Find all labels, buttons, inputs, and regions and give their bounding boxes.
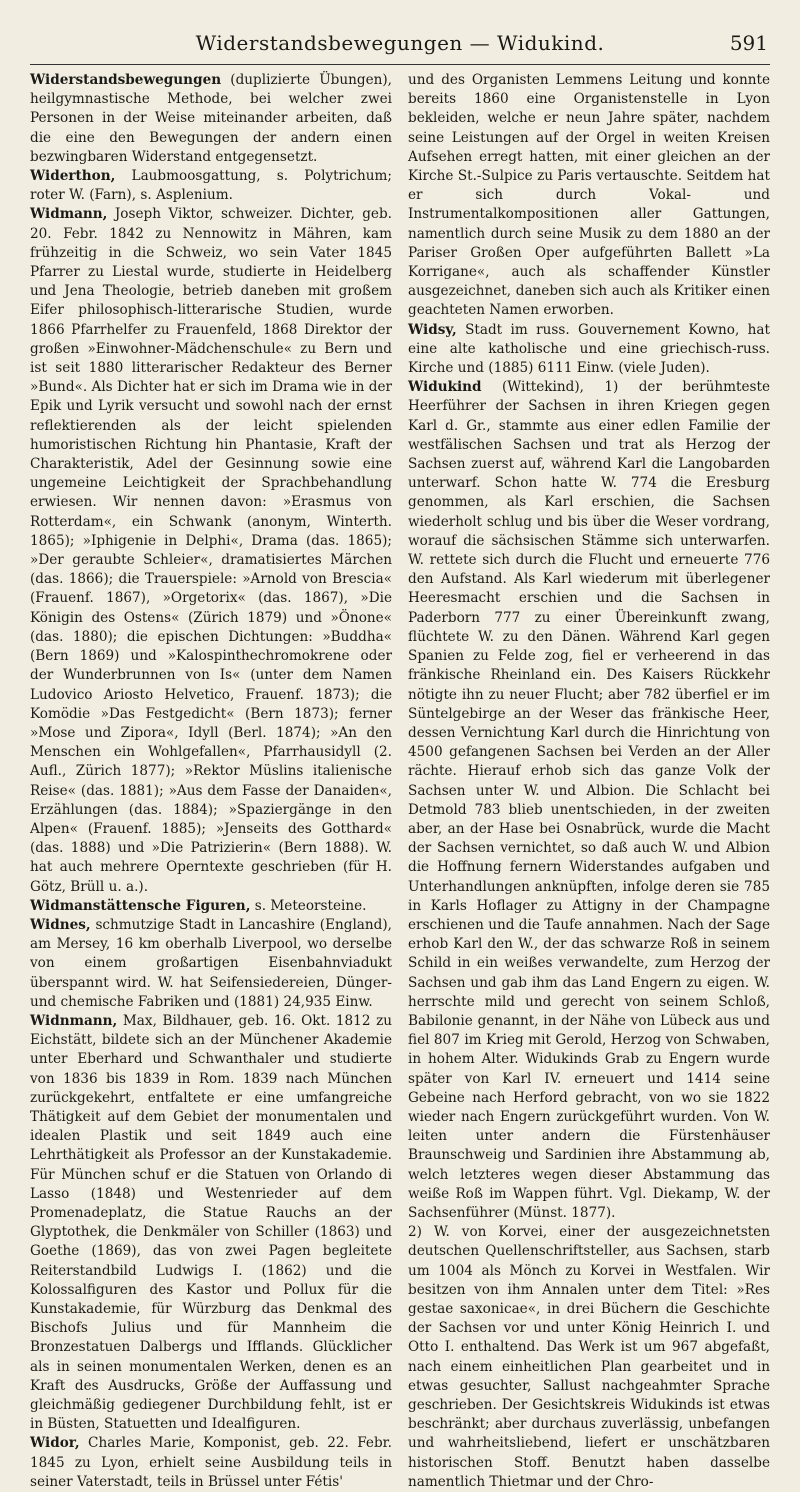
entry-body: und des Organisten Lemmens Leitung und konnte bereits 1860 eine Organistenstelle in Lyon bekleiden, welche er neun Jahre später, nachdem seine Leistungen auf der Orgel in weiten Kreisen Aufsehen erregt hatten, mit einer gleichen an der Kirche St.-Sulpice zu Paris vertauschte. Seitdem hat er sich durch Vokal- und Instrumentalkompositionen aller Gattungen, namentlich durch seine Musik zu dem 1880 an der Pariser Großen Oper aufgeführten Ballett »La Korrigane«, auch als schaffender Künstler ausgezeichnet, daneben sich auch als Kritiker einen geachteten Namen erworben. (408, 72, 770, 319)
dictionary-entry (30, 205, 392, 896)
text-columns (30, 71, 770, 1492)
entry-body: (duplizierte Übungen), heilgymnastische Methode, bei welcher zwei Personen in der Weise miteinander arbeiten, daß die eine den Bewegungen der andern einen bezwingbaren Widerstand entgegensetzt. (30, 72, 392, 165)
entry-body: Joseph Viktor, schweizer. Dichter, geb. 20. Febr. 1842 zu Nennowitz in Mähren, kam frühzeitig in die Schweiz, wo sein Vater 1845 Pfarrer zu Liestal wurde, studierte in Heidelberg und Jena Theologie, betrieb daneben mit großem Eifer philosophisch-litterarische Studien, wurde 1866 Pfarrhelfer zu Frauenfeld, 1868 Direktor der großen »Einwohner-Mädchenschule« zu Bern und ist seit 1880 litterarischer Redakteur des Berner »Bund«. Als Dichter hat er sich im Drama wie in der Epik und Lyrik versucht und sowohl nach der ernst reflektierenden als der leicht spielenden humoristischen Richtung hin Phantasie, Kraft der Charakteristik, Adel der Gesinnung sowie eine ungemeine Leichtigkeit der Sprachbehandlung erwiesen. Wir nennen davon: »Erasmus von Rotterdam«, ein Schwank (anonym, Winterth. 1865); »Iphigenie in Delphi«, Drama (das. 1865); »Der geraubte Schleier«, dramatisiertes Märchen (das. 1866); die Trauerspiele: »Arnold von Brescia« (Frauenf. 1867), »Orgetorix« (das. 1867), »Die Königin des Ostens« (Zürich 1879) und »Önone« (das. 1880); die epischen Dichtungen: »Buddha« (Bern 1869) und »Kalospinthechromokrene oder der Wunderbrunnen von Is« (unter dem Namen Ludovico Ariosto Helvetico, Frauenf. 1873); die Komödie »Das Festgedicht« (Bern 1873); ferner »Mose und Zipora«, Idyll (Berl. 1874); »An den Menschen ein Wohlgefallen«, Pfarrhausidyll (2. Aufl., Zürich 1877); »Rektor Müslins italienische Reise« (das. 1881); »Aus dem Fasse der Danaiden«, Erzählungen (das. 1884); »Spaziergänge in den Alpen« (Frauenf. 1885); »Jenseits des Gotthard« (das. 1888) und »Die Patrizierin« (Bern 1888). W. hat auch mehrere Operntexte geschrieben (für H. Götz, Brüll u. a.). (30, 206, 392, 895)
entry-body: Stadt im russ. Gouvernement Kowno, hat eine alte katholische und eine griechisch-russ. Kirche und (1885) 6111 Einw. (viele Juden). (408, 321, 770, 377)
dictionary-entry (30, 1012, 392, 1434)
entry-headword: Widmanstättensche Figuren, (30, 897, 251, 914)
dictionary-entry (30, 1434, 392, 1492)
entry-body: Max, Bildhauer, geb. 16. Okt. 1812 zu Eichstätt, bildete sich an der Münchener Akademie unter Eberhard und Schwanthaler und studierte von 1836 bis 1839 in Rom. 1839 nach München zurückgekehrt, entfaltete er eine umfangreiche Thätigkeit auf dem Gebiet der monumentalen und idealen Plastik und seit 1849 auch eine Lehrthätigkeit als Professor an der Kunstakademie. Für München schuf er die Statuen von Orlando di Lasso (1848) und Westenrieder auf dem Promenadeplatz, die Statue Rauchs an der Glyptothek, die Denkmäler von Schiller (1863) und Goethe (1869), das von zwei Pagen begleitete Reiterstandbild Ludwigs I. (1862) und die Kolossalfiguren des Kastor und Pollux für die Kunstakademie, für Würzburg das Denkmal des Bischofs Julius und für Mannheim die Bronzestatuen Dalbergs und Ifflands. Glücklicher als in seinen monumentalen Werken, denen es an Kraft des Ausdrucks, Größe der Auffassung und gleichmäßig gediegener Durchbildung fehlt, ist er in Büsten, Statuetten und Idealfiguren. (30, 1012, 392, 1433)
entry-headword: Widnmann, (30, 1012, 118, 1029)
dictionary-entry (408, 378, 770, 1223)
right-column (408, 71, 770, 1492)
entry-body: Laubmoosgattung, s. Polytrichum; roter W. (Farn), s. Asplenium. (30, 168, 392, 204)
header-rule (30, 64, 770, 65)
dictionary-entry (30, 71, 392, 167)
entry-headword: Widerstandsbewegungen (30, 72, 222, 88)
dictionary-entry (408, 321, 770, 379)
left-column (30, 71, 392, 1492)
entry-body: 2) W. von Korvei, einer der ausgezeichnetsten deutschen Quellenschriftsteller, aus Sachsen, starb um 1004 als Mönch zu Korvei in Westfalen. Wir besitzen von ihm Annalen unter dem Titel: »Res gestae saxonicae«, in drei Büchern die Geschichte der Sachsen vor und unter König Heinrich I. und Otto I. enthaltend. Das Werk ist um 967 abgefaßt, nach einem einheitlichen Plan gearbeitet und in etwas gesuchter, Sallust nachgeahmter Sprache geschrieben. Der Gesichtskreis Widukinds ist etwas beschränkt; aber durchaus zuverlässig, unbefangen und wahrheitsliebend, liefert er unschätzbaren historischen Stoff. Benutzt haben dasselbe namentlich Thietmar und der Chro- (408, 1224, 770, 1490)
dictionary-entry (408, 71, 770, 321)
entry-body: schmutzige Stadt in Lancashire (England), am Mersey, 16 km oberhalb Liverpool, wo derselbe von einem großartigen Eisenbahnviadukt überspannt wird. W. hat Seifensiedereien, Dünger- und chemische Fabriken und (1881) 24,935 Einw. (30, 916, 392, 1010)
page-number: 591 (729, 31, 768, 55)
entry-headword: Widor, (30, 1435, 80, 1452)
entry-body: s. Meteorsteine. (250, 897, 367, 914)
running-title: Widerstandsbewegungen — Widukind. (195, 31, 605, 55)
entry-body: (Wittekind), 1) der berühmteste Heerführer der Sachsen in ihren Kriegen gegen Karl d. Gr., stammte aus einer edlen Familie der westfälischen Sachsen und trat als Herzog der Sachsen zuerst auf, während Karl die Langobarden unterwarf. Schon hatte W. 774 die Eresburg genommen, als Karl erschien, die Sachsen wiederholt schlug und bis über die Weser vordrang, worauf die sächsischen Stämme sich unterwarfen. W. rettete sich durch die Flucht und erneuerte 776 den Aufstand. Als Karl wiederum mit überlegener Heeresmacht erschien und die Sachsen in Paderborn 777 zu einer Übereinkunft zwang, flüchtete W. zu den Dänen. Während Karl gegen Spanien zu Felde zog, fiel er verheerend in das fränkische Rheinland ein. Des Kaisers Rückkehr nötigte ihn zu neuer Flucht; aber 782 überfiel er im Süntelgebirge an der Weser das fränkische Heer, dessen Vernichtung Karl durch die Hinrichtung von 4500 gefangenen Sachsen bei Verden an der Aller rächte. Hierauf erhob sich das ganze Volk der Sachsen unter W. und Albion. Die Schlacht bei Detmold 783 blieb unentschieden, in der zweiten aber, an der Hase bei Osnabrück, wurde die Macht der Sachsen vernichtet, so daß auch W. und Albion die Hoffnung fernern Widerstandes aufgaben und Unterhandlungen anknüpften, infolge deren sie 785 in Karls Hoflager zu Attigny in der Champagne erschienen und die Taufe annahmen. Nach der Sage erhob Karl den W., der das schwarze Roß in seinem Schild in ein weißes verwandelte, zum Herzog der Sachsen und gab ihm das Land Engern zu eigen. W. herrschte mild und gerecht von seinem Schloß, Babilonie genannt, in der Nähe von Lübeck aus und fiel 807 im Krieg mit Gerold, Herzog von Schwaben, in hohem Alter. Widukinds Grab zu Engern wurde später von Karl IV. erneuert und 1414 seine Gebeine nach Herford gebracht, von wo sie 1822 wieder nach Engern zurückgeführt wurden. Von W. leiten unter andern die Fürstenhäuser Braunschweig und Sardinien ihre Abstammung ab, welch letzteres wegen dieser Abstammung das weiße Roß im Wappen führt. Vgl. Diekamp, W. der Sachsenführer (Münst. 1877). (408, 379, 770, 1221)
entry-headword: Widukind (408, 379, 482, 396)
entry-headword: Widmann, (30, 206, 108, 223)
entry-headword: Widnes, (30, 916, 91, 933)
entry-headword: Widsy, (408, 321, 457, 338)
page-header (30, 30, 770, 56)
dictionary-entry (30, 916, 392, 1012)
entry-headword: Widerthon, (30, 168, 116, 185)
dictionary-entry (408, 1223, 770, 1492)
dictionary-entry (30, 167, 392, 205)
dictionary-entry (30, 897, 392, 916)
entry-body: Charles Marie, Komponist, geb. 22. Febr. 1845 zu Lyon, erhielt seine Ausbildung teils in seiner Vaterstadt, teils in Brüssel unter Fétis' (30, 1435, 392, 1490)
